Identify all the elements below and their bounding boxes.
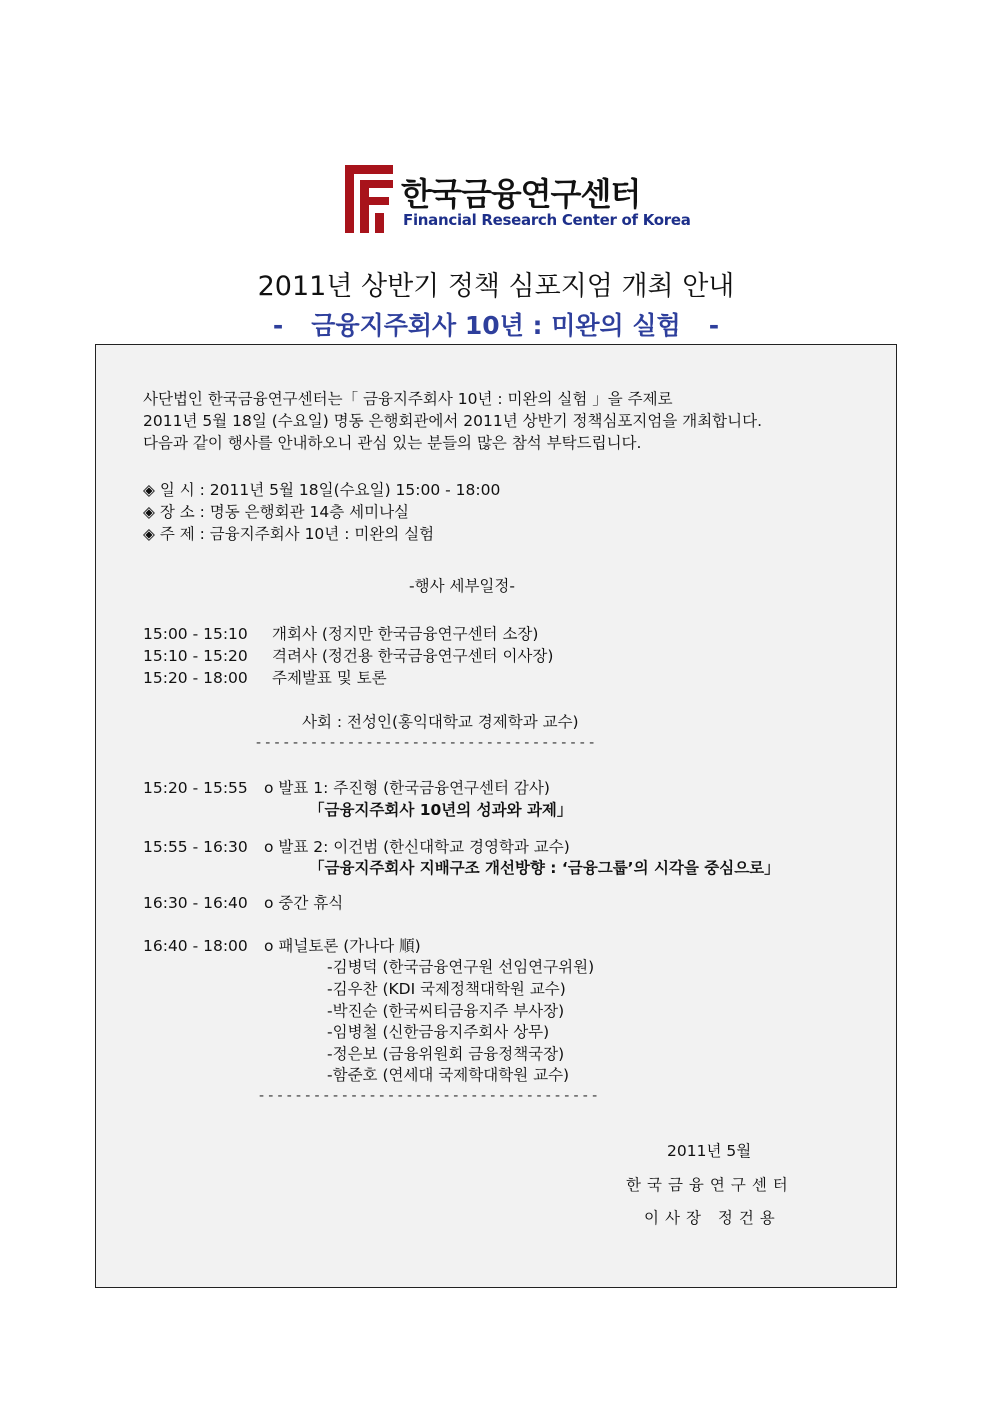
info-venue-text: 장 소 : 명동 은행회관 14층 세미나실 [159, 503, 410, 521]
info-row-datetime [143, 480, 500, 500]
logo-name-korean: 한국금융연구센터 [401, 175, 641, 213]
session-presentation-1: o 발표 1: 주진형 (한국금융연구센터 감사) [264, 779, 550, 797]
intro-line-1: 사단법인 한국금융연구센터는「 금융지주회사 10년 : 미완의 실험 」을 주제로 [143, 390, 673, 408]
panelist: -김병덕 (한국금융연구원 선임연구위원) [327, 958, 595, 976]
diamond-bullet-icon: ◈ [143, 503, 155, 521]
info-row-topic [143, 524, 434, 544]
info-row-venue [143, 502, 409, 522]
session-break: o 중간 휴식 [264, 894, 344, 912]
session-time: 16:40 - 18:00 [143, 937, 248, 955]
logo-name-english: Financial Research Center of Korea [403, 211, 691, 229]
logo [345, 165, 691, 235]
panelist: -정은보 (금융위원회 금융정책국장) [327, 1045, 565, 1063]
session-topic-2: 「금융지주회사 지배구조 개선방향 : ‘금융그룹’의 시각을 중심으로」 [309, 859, 780, 877]
session-time: 15:20 - 15:55 [143, 779, 248, 797]
signature-chair: 이사장 정건용 [644, 1209, 781, 1227]
moderator-line: 사회 : 전성인(홍익대학교 경제학과 교수) [302, 713, 579, 731]
dashed-divider: ------------------------------------- [256, 735, 599, 751]
schedule-heading: -행사 세부일정- [409, 577, 515, 595]
subtitle-dash-left: - [272, 311, 284, 340]
info-datetime-text: 일 시 : 2011년 5월 18일(수요일) 15:00 - 18:00 [159, 481, 501, 499]
session-time: 16:30 - 16:40 [143, 894, 248, 912]
schedule-item: 격려사 (정건용 한국금융연구센터 이사장) [272, 647, 554, 665]
panelist: -김우찬 (KDI 국제정책대학원 교수) [327, 980, 566, 998]
session-time: 15:55 - 16:30 [143, 838, 248, 856]
page-subtitle [0, 306, 992, 342]
diamond-bullet-icon: ◈ [143, 525, 155, 543]
frck-logo-mark-icon [345, 165, 393, 233]
intro-line-2: 2011년 5월 18일 (수요일) 명동 은행회관에서 2011년 상반기 정책심포지엄을 개최합니다. [143, 412, 763, 430]
schedule-time: 15:20 - 18:00 [143, 669, 248, 687]
page-title: 2011년 상반기 정책 심포지엄 개최 안내 [257, 271, 735, 302]
intro-line-3: 다음과 같이 행사를 안내하오니 관심 있는 분들의 많은 참석 부탁드립니다. [143, 434, 642, 452]
subtitle-text: 금융지주회사 10년 : 미완의 실험 [311, 311, 681, 340]
panelist: -임병철 (신한금융지주회사 상무) [327, 1023, 550, 1041]
session-panel: o 패널토론 (가나다 順) [264, 937, 421, 955]
subtitle-dash-right: - [708, 311, 720, 340]
schedule-time: 15:00 - 15:10 [143, 625, 248, 643]
signature-organization: 한국금융연구센터 [626, 1176, 794, 1194]
dashed-divider: ------------------------------------- [259, 1088, 602, 1104]
announcement-box [95, 344, 897, 1288]
panelist: -함준호 (연세대 국제학대학원 교수) [327, 1066, 570, 1084]
panelist: -박진순 (한국씨티금융지주 부사장) [327, 1002, 565, 1020]
session-presentation-2: o 발표 2: 이건범 (한신대학교 경영학과 교수) [264, 838, 570, 856]
info-topic-text: 주 제 : 금융지주회사 10년 : 미완의 실험 [159, 525, 435, 543]
schedule-item: 주제발표 및 토론 [272, 669, 387, 687]
schedule-item: 개회사 (정지만 한국금융연구센터 소장) [272, 625, 539, 643]
session-topic-1: 「금융지주회사 10년의 성과와 과제」 [309, 801, 573, 819]
signature-date: 2011년 5월 [667, 1142, 752, 1160]
schedule-time: 15:10 - 15:20 [143, 647, 248, 665]
diamond-bullet-icon: ◈ [143, 481, 155, 499]
